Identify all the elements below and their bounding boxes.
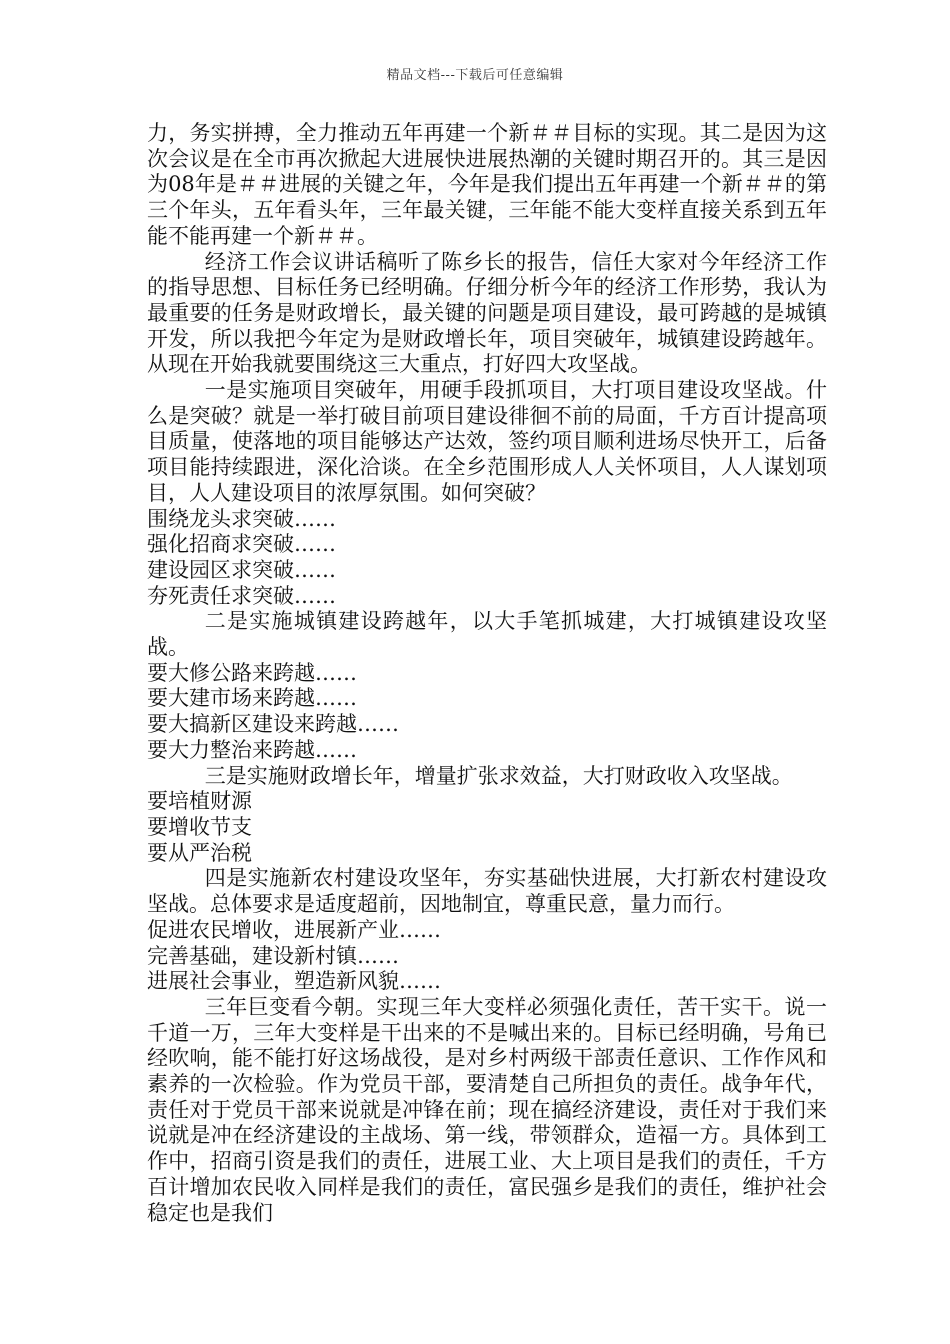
paragraph: 四是实施新农村建设攻坚年，夯实基础快进展，大打新农村建设攻坚战。总体要求是适度超前，因地制宜，尊重民意，量力而行。: [147, 866, 827, 917]
list-item: 围绕龙头求突破……: [147, 506, 336, 531]
paragraph: 力，务实拼搏，全力推动五年再建一个新＃＃目标的实现。其二是因为这次会议是在全市再次掀起大进展快进展热潮的关键时期召开的。其三是因为08年是＃＃进展的关键之年，今年是我们提出五年再建一个新＃＃的第三个年头，五年看头年，三年最关键，三年能不能大变样直接关系到五年能不能再建一个新＃＃。: [147, 121, 827, 248]
paragraph: 经济工作会议讲话稿听了陈乡长的报告，信任大家对今年经济工作的指导思想、目标任务已经明确。仔细分析今年的经济工作形势，我认为最重要的任务是财政增长，最关键的问题是项目建设，最可跨越的是城镇开发，所以我把今年定为是财政增长年，项目突破年，城镇建设跨越年。从现在开始我就要围绕这三大重点，打好四大攻坚战。: [147, 249, 827, 377]
list-item: 要大修公路来跨越……: [147, 660, 357, 685]
paragraph: 一是实施项目突破年，用硬手段抓项目，大打项目建设攻坚战。什么是突破？就是一举打破目前项目建设徘徊不前的局面，千方百计提高项目质量，使落地的项目能够达产达效，签约项目顺利进场尽快开工，后备项目能持续跟进，深化洽谈。在全乡范围形成人人关怀项目，人人谋划项目，人人建设项目的浓厚氛围。如何突破？: [147, 378, 827, 505]
list-item: 完善基础，建设新村镇……: [147, 943, 399, 968]
paragraph: 三年巨变看今朝。实现三年大变样必须强化责任，苦干实干。说一千道一万，三年大变样是干出来的不是喊出来的。目标已经明确，号角已经吹响，能不能打好这场战役，是对乡村两级干部责任意识、工作作风和素养的一次检验。作为党员干部，要清楚自己所担负的责任。战争年代，责任对于党员干部来说就是冲锋在前；现在搞经济建设，责任对于我们来说就是冲在经济建设的主战场、第一线，带领群众，造福一方。具体到工作中，招商引资是我们的责任，进展工业、大上项目是我们的责任，千方百计增加农民收入同样是我们的责任，富民强乡是我们的责任，维护社会稳定也是我们: [147, 994, 827, 1225]
list-item: 促进农民增收，进展新产业……: [147, 917, 441, 942]
list-item: 进展社会事业，塑造新风貌……: [147, 969, 441, 994]
list-item: 强化招商求突破……: [147, 532, 336, 557]
paragraph: 二是实施城镇建设跨越年，以大手笔抓城建，大打城镇建设攻坚战。: [147, 609, 827, 660]
list-item: 要增收节支: [147, 814, 252, 839]
list-item: 要培植财源: [147, 789, 252, 814]
list-item: 要大力整治来跨越……: [147, 737, 357, 762]
list-item: 夯死责任求突破……: [147, 583, 336, 608]
list-item: 要从严治税: [147, 840, 252, 865]
list-item: 建设园区求突破……: [147, 557, 336, 582]
page-header: 精品文档---下载后可任意编辑: [386, 68, 564, 83]
list-item: 要大搞新区建设来跨越……: [147, 712, 399, 737]
list-item: 要大建市场来跨越……: [147, 686, 357, 711]
paragraph: 三是实施财政增长年，增量扩张求效益，大打财政收入攻坚战。: [204, 763, 793, 788]
document-body: [147, 121, 827, 1226]
